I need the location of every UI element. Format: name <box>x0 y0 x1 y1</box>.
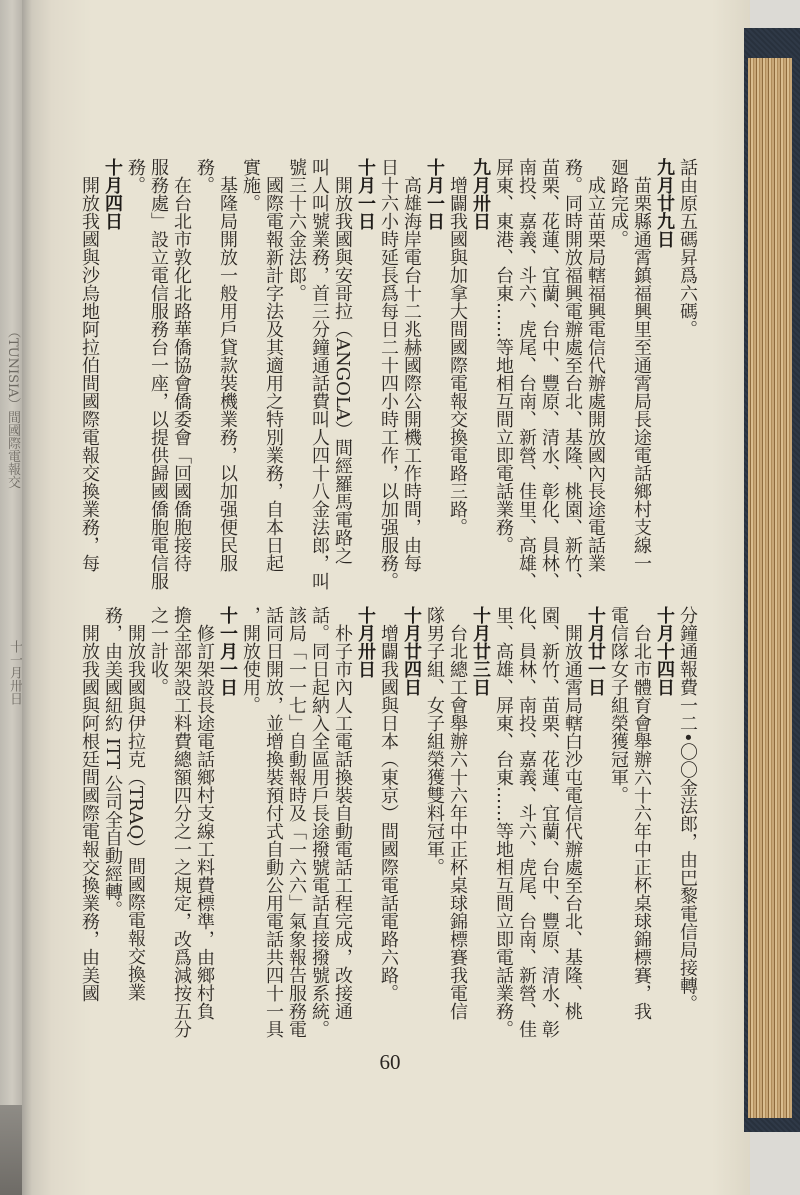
page-block-edges <box>748 58 792 1118</box>
text-column: 苗栗、花蓮、宜蘭、台中、豐原、清水、彰化、員林、 <box>539 158 560 590</box>
text-column: 開放我國與沙烏地阿拉伯間國際電報交換業務，每 <box>79 176 100 572</box>
text-column: 在台北市敦化北路華僑協會僑委會「回國僑胞接待 <box>171 176 192 572</box>
text-column: 台北市體育會舉辦六十六年中正杯桌球錦標賽，我 <box>631 624 652 1020</box>
text-column: 實施。 <box>240 158 261 212</box>
text-column: 增闢我國與加拿大間國際電報交換電路三路。 <box>447 176 468 536</box>
date-heading: 十月十四日 <box>654 606 675 696</box>
facing-page-edge <box>0 0 24 1195</box>
page-number: 60 <box>379 1050 401 1074</box>
date-heading: 十月卅日 <box>355 606 376 678</box>
text-column: 國際電報新計字法及其適用之特別業務，自本日起 <box>263 176 284 572</box>
date-heading: 九月卅日 <box>470 158 491 230</box>
facing-page-text-fragment: （TUNISIA）間國際電報交 <box>5 325 20 489</box>
text-column: 號三十六金法郎。 <box>286 158 307 302</box>
text-column: 修訂架設長途電話鄉村支線工料費標準，由鄉村負 <box>194 624 215 1020</box>
lower-text-block <box>78 606 699 1042</box>
text-column: 擔全部架設工料費總額四分之一之規定，改爲減按五分 <box>171 606 192 1038</box>
text-column: 務。 <box>125 158 146 194</box>
text-column: 服務處」設立電信服務台一座，以提供歸國僑胞電信服 <box>148 158 169 590</box>
date-heading: 十月廿三日 <box>470 606 491 696</box>
text-column: 高雄海岸電台十二兆赫國際公開機工作時間，由每 <box>401 176 422 572</box>
text-column: 電信隊女子組榮獲冠軍。 <box>608 606 629 804</box>
date-heading: 十月四日 <box>102 158 123 230</box>
date-heading: 十月廿四日 <box>401 606 422 696</box>
text-column: 日十六小時延長爲每日二十四小時工作，以加强服務。 <box>378 158 399 590</box>
text-column: 開放我國與阿根廷間國際電報交換業務，由美國 <box>79 624 100 1002</box>
text-column: 話由原五碼昇爲六碼。 <box>677 158 698 338</box>
date-heading: 十一月一日 <box>217 606 238 696</box>
text-column: 務，由美國紐約 ITT 公司全自動經轉。 <box>102 606 123 919</box>
text-column: 屏東、東港、台東……等地相互間立即電話業務。 <box>493 158 514 554</box>
text-column: 之一計收。 <box>148 606 169 696</box>
text-column: 廻路完成。 <box>608 158 629 248</box>
text-column: 話。同日起納入全區用戶長途撥號電話直接撥號系統。 <box>309 606 330 1038</box>
text-column: 務。同時開放福興電辦處至台北、基隆、桃園、新竹、 <box>562 158 583 590</box>
text-column: 南投、嘉義、斗六、虎尾、台南、新營、佳里、高雄、 <box>516 158 537 590</box>
upper-text-block <box>78 158 699 594</box>
date-heading: 十月一日 <box>355 158 376 230</box>
date-heading: 十月廿一日 <box>585 606 606 696</box>
text-column: 朴子市內人工電話換裝自動電話工程完成，改接通 <box>332 624 353 1020</box>
text-column: 開放通霄局轄白沙屯電信代辦處至台北、基隆、桃 <box>562 624 583 1020</box>
facing-page-date-fragment: 十一月卅日 <box>7 640 22 705</box>
text-column: 園、新竹、苗栗、花蓮、宜蘭、台中、豐原、清水、彰 <box>539 606 560 1038</box>
text-column: 話同日開放，並增換裝預付式自動公用電話共四十一具 <box>263 606 284 1038</box>
text-column: 開放我國與伊拉克（TRAQ）間國際電報交換業 <box>125 624 146 1002</box>
text-column: 隊男子組、女子組榮獲雙料冠軍。 <box>424 606 445 876</box>
text-column: 苗栗縣通霄鎮福興里至通霄局長途電話鄉村支線一 <box>631 176 652 572</box>
text-column: 成立苗栗局轄福興電信代辦處開放國內長途電話業 <box>585 176 606 572</box>
text-column: 務。 <box>194 158 215 194</box>
text-column: 分鐘通報費一二•〇〇金法郎，由巴黎電信局接轉。 <box>677 606 698 1013</box>
text-column: 增闢我國與日本（東京）間國際電話電路六路。 <box>378 624 399 1002</box>
text-column: 台北總工會舉辦六十六年中正杯桌球錦標賽我電信 <box>447 624 468 1020</box>
text-column: 基隆局開放一般用戶貸款裝機業務，以加强便民服 <box>217 176 238 572</box>
text-column: 里、高雄、屏東、台東……等地相互間立即電話業務。 <box>493 606 514 1038</box>
date-heading: 十月一日 <box>424 158 445 230</box>
text-column: 開放我國與安哥拉（ANGOLA）間經羅馬電路之 <box>332 176 353 565</box>
text-column: ，開放使用。 <box>240 606 261 714</box>
text-column: 叫人叫號業務，首三分鐘通話費叫人四十八金法郎，叫 <box>309 158 330 590</box>
date-heading: 九月廿九日 <box>654 158 675 248</box>
text-column: 化、員林、南投、嘉義、斗六、虎尾、台南、新營、佳 <box>516 606 537 1038</box>
text-column: 該局「一一七」自動報時及「一六六」氣象報告服務電 <box>286 606 307 1038</box>
